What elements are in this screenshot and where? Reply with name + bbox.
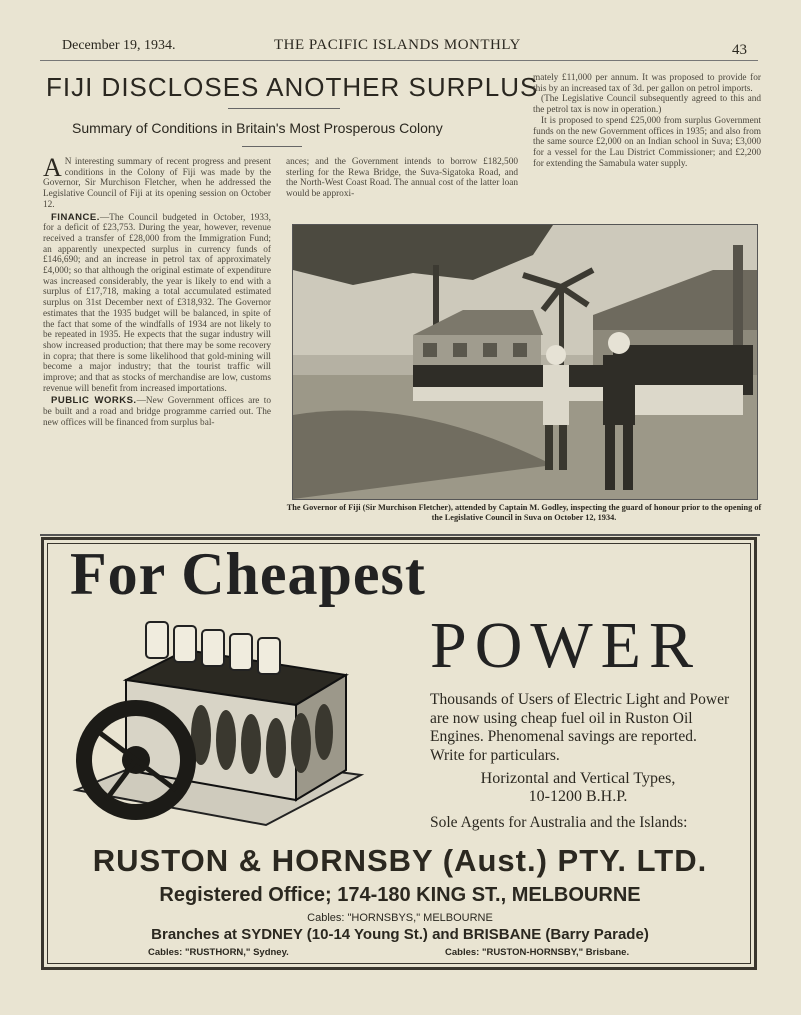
oil-engine-illustration <box>66 610 366 840</box>
photo-caption: The Governor of Fiji (Sir Murchison Fletcher), attended by Captain M. Godley, inspecting the guard of honour prior to the opening of the Legislative Council in Suva on October 12, 1934. <box>286 503 762 522</box>
engine-icon <box>66 610 366 840</box>
finance-label: FINANCE. <box>51 211 100 223</box>
article-column-1 <box>43 153 271 429</box>
col2-text: ances; and the Government intends to borrow £182,500 sterling for the Rewa Bridge, the Suva-Sigatoka Road, and the North-West Coast Road. The annual cost of the latter loan would be approxi- <box>286 157 518 200</box>
article-headline: FIJI DISCLOSES ANOTHER SURPLUS <box>46 72 539 102</box>
engine-types <box>430 770 726 806</box>
col3-paragraph-3: It is proposed to spend £25,000 from surplus Government funds on the new Government offices in 1935; and also from the same source £2,000 on an Indian school in Suva; £3,000 for a vessel for the Lau District Commissioner; and £2,200 for extending the Samabula water supply. <box>533 115 761 169</box>
magazine-title: THE PACIFIC ISLANDS MONTHLY <box>274 37 521 53</box>
brisbane-cables: Cables: "RUSTON-HORNSBY," Brisbane. <box>445 947 630 958</box>
article-subhead: Summary of Conditions in Britain's Most Prosperous Colony <box>72 120 443 136</box>
header-rule <box>40 60 758 61</box>
col3-paragraph-2: (The Legislative Council subsequently agreed to this and the petrol tax is now in operation.) <box>533 94 761 116</box>
advertisement-top-rule <box>40 534 760 536</box>
registered-office: Registered Office; 174-180 KING ST., MELBOURNE <box>159 884 641 906</box>
engine-types-line-2: 10-1200 B.H.P. <box>528 788 628 805</box>
melbourne-cables: Cables: "HORNSBYS," MELBOURNE <box>307 912 493 924</box>
governor-inspection-photo <box>292 224 758 500</box>
works-label: PUBLIC WORKS. <box>51 395 137 407</box>
subhead-divider <box>242 146 302 147</box>
intro-text: N interesting summary of recent progress and present conditions in the Colony of Fiji was made by the Governor, Sir Murchison Fletcher, when he addressed the Legislative Council of Fiji at its opening session on October 12. <box>43 157 271 210</box>
issue-date: December 19, 1934. <box>62 38 176 53</box>
col3-paragraph-1: mately £11,000 per annum. It was proposed to provide for this by an increased tax of 3d. per gallon on petrol imports. <box>533 73 761 94</box>
sole-agents-text: Sole Agents for Australia and the Islands: <box>430 814 688 831</box>
engine-types-line-1: Horizontal and Vertical Types, <box>480 770 676 787</box>
photo-illustration <box>293 225 757 499</box>
article-column-2 <box>286 157 518 200</box>
headline-divider <box>228 108 340 109</box>
ad-body-text: Thousands of Users of Electric Light and Power are now using cheap fuel oil in Ruston Oil Engines. Phenomenal savings are reported. Write for particulars. <box>430 691 730 764</box>
drop-cap: A <box>43 153 62 182</box>
ad-power-headline: POWER <box>430 609 701 682</box>
page-number: 43 <box>732 42 747 58</box>
intro-paragraph <box>43 153 271 211</box>
works-paragraph <box>43 396 271 428</box>
finance-paragraph <box>43 213 271 395</box>
company-name: RUSTON & HORNSBY (Aust.) PTY. LTD. <box>92 843 708 878</box>
ad-headline: For Cheapest <box>70 541 426 607</box>
sydney-cables: Cables: "RUSTHORN," Sydney. <box>148 947 289 958</box>
branch-offices: Branches at SYDNEY (10-14 Young St.) and BRISBANE (Barry Parade) <box>151 926 649 943</box>
finance-text: —The Council budgeted in October, 1933, for a deficit of £23,753. During the year, however, revenue received a transfer of £28,000 from the Immigration Fund; an apparently unexpected surplus in currency funds of £146,690; and an increase in petrol tax of approximately £4,000; so that although the original estimate of expenditure was increased considerably, the year is likely to end with a surplus of £17,718, making a total accumulated estimated surplus on 31st December next of £318,932. The Governor estimates that the 1935 budget will be balanced, in spite of the fact that some of the windfalls of 1934 are not likely to be repeated in 1935. He expects that the sugar industry will show increased production; that there may be some recovery in copra; that there is some likelihood that gold-mining will become a major industry; that the tourist traffic will improve; and that as stocks of merchandise are low, customs revenue will benefit from increased importations. <box>43 212 271 394</box>
works-text: —New Government offices are to be built and a road and bridge programme carried out. The new offices will be financed from surplus bal- <box>43 396 271 428</box>
article-column-3 <box>533 73 761 169</box>
